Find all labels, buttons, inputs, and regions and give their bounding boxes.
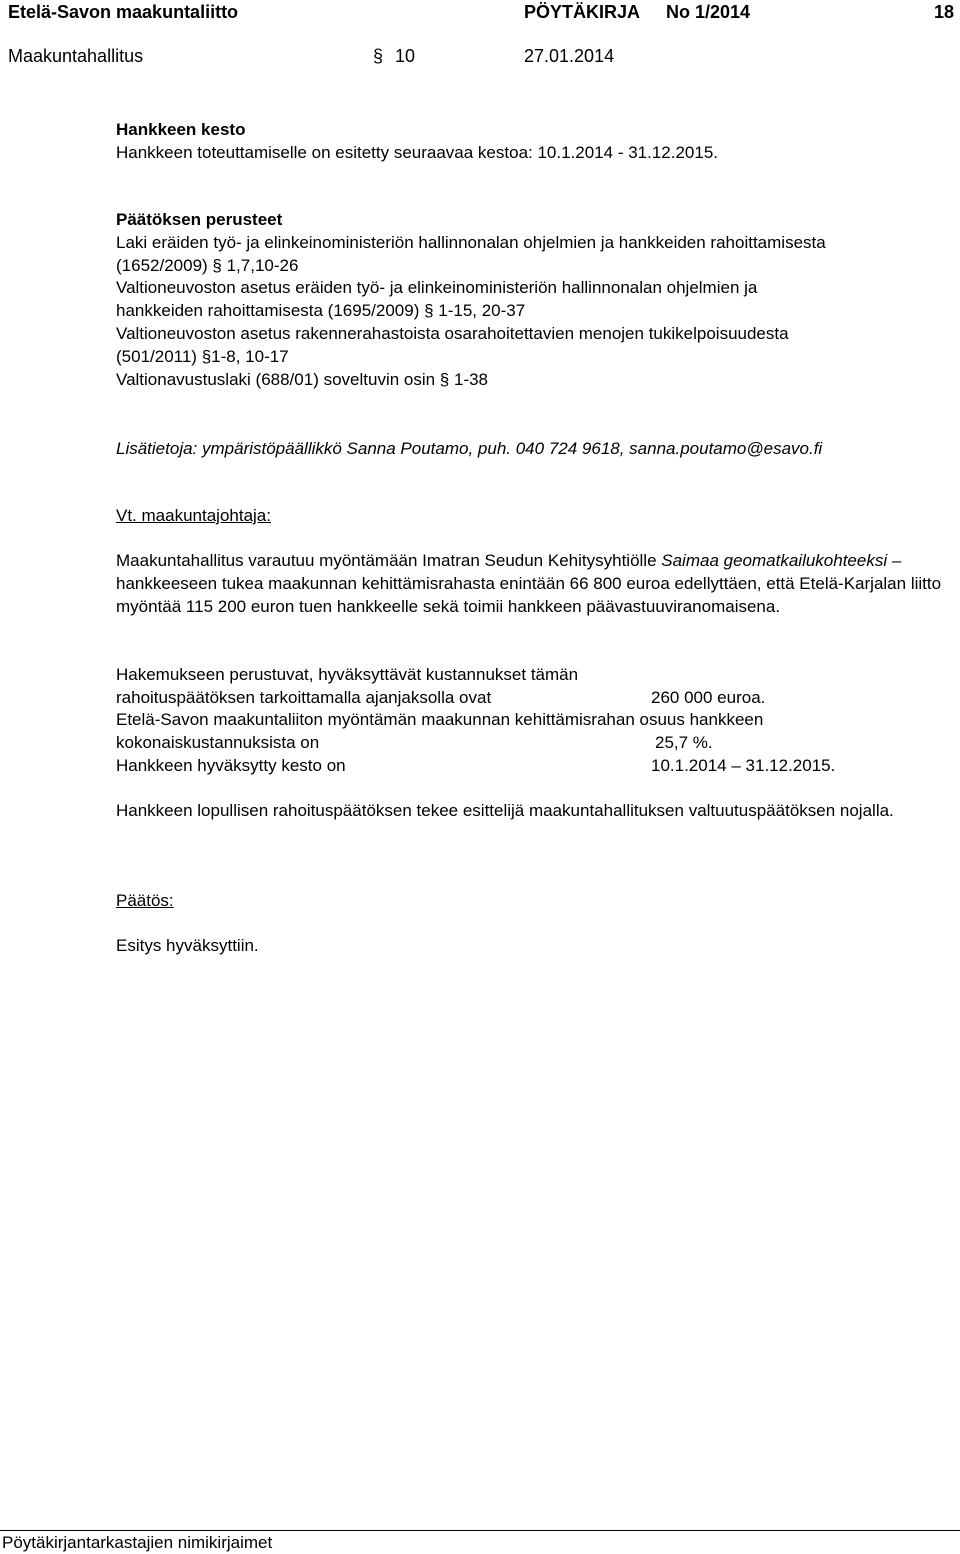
decision-text: Esitys hyväksyttiin. (116, 936, 259, 955)
footer-rule (0, 1530, 960, 1531)
grounds-line: (501/2011) §1-8, 10-17 (116, 346, 289, 366)
costs-value: 260 000 euroa. (651, 688, 766, 707)
costs-line-1: Hakemukseen perustuvat, hyväksyttävät kustannukset tämän (116, 665, 579, 684)
meeting-date: 27.01.2014 (524, 46, 615, 66)
grounds-line: (1652/2009) § 1,7,10-26 (116, 255, 299, 275)
share-line-2: kokonaiskustannuksista on (116, 733, 320, 752)
section-sign: § (373, 46, 384, 66)
duration-section (116, 119, 956, 165)
proposal-heading: Vt. maakuntajohtaja: (116, 506, 271, 525)
section-number: 10 (395, 46, 416, 66)
contact-info: Lisätietoja: ympäristöpäällikkö Sanna Poutamo, puh. 040 724 9618, sanna.poutamo@esavo.fi (116, 439, 823, 458)
costs-line-2: rahoituspäätöksen tarkoittamalla ajanjaksolla ovat (116, 688, 492, 707)
duration-heading: Hankkeen kesto (116, 120, 246, 139)
proposal-text-a: Maakuntahallitus varautuu myöntämään Imatran Seudun Kehitysyhtiölle (116, 551, 662, 570)
decision-heading: Päätös: (116, 891, 174, 910)
proposal-paragraph (116, 550, 951, 618)
grounds-line: Valtionavustuslaki (688/01) soveltuvin osin § 1-38 (116, 369, 489, 389)
page-number: 18 (934, 2, 955, 22)
project-name: Saimaa geomatkailukohteeksi (661, 551, 888, 570)
grounds-line: Valtioneuvoston asetus rakennerahastoista osarahoitettavien menojen tukikelpoisuudesta (116, 323, 789, 343)
proposal-text-b: – hankkeeseen tukea maakunnan kehittämisrahasta enintään 66 800 euroa edellyttäen, että Etelä-Karjalan liitto myöntää 115 200 euron tuen hankkeelle sekä toimii hankkeen päävastuuviranomaisena. (116, 551, 942, 616)
meeting-body: Maakuntahallitus (8, 46, 144, 66)
approved-duration-value: 10.1.2014 – 31.12.2015. (651, 756, 836, 775)
doc-type: PÖYTÄKIRJA (524, 2, 641, 22)
grounds-line: hankkeiden rahoittamisesta (1695/2009) § 1-15, 20-37 (116, 301, 526, 321)
grounds-heading: Päätöksen perusteet (116, 210, 283, 229)
final-decision-text: Hankkeen lopullisen rahoituspäätöksen tekee esittelijä maakuntahallituksen valtuutuspäätöksen nojalla. (116, 801, 894, 820)
share-value: 25,7 %. (655, 733, 713, 752)
duration-text: Hankkeen toteuttamiselle on esitetty seuraavaa kestoa: 10.1.2014 - 31.12.2015. (116, 142, 719, 162)
org-name: Etelä-Savon maakuntaliitto (8, 2, 239, 22)
grounds-line: Laki eräiden työ- ja elinkeinoministeriön hallinnonalan ohjelmien ja hankkeiden rahoittamisesta (116, 232, 826, 252)
doc-number: No 1/2014 (666, 2, 751, 22)
share-line-1: Etelä-Savon maakuntaliiton myöntämän maakunnan kehittämisrahan osuus hankkeen (116, 710, 764, 729)
grounds-section (116, 209, 956, 391)
footer-signatures-label: Pöytäkirjantarkastajien nimikirjaimet (2, 1533, 273, 1552)
approved-duration-label: Hankkeen hyväksytty kesto on (116, 756, 346, 775)
grounds-line: Valtioneuvoston asetus eräiden työ- ja elinkeinoministeriön hallinnonalan ohjelmien ja (116, 278, 758, 298)
